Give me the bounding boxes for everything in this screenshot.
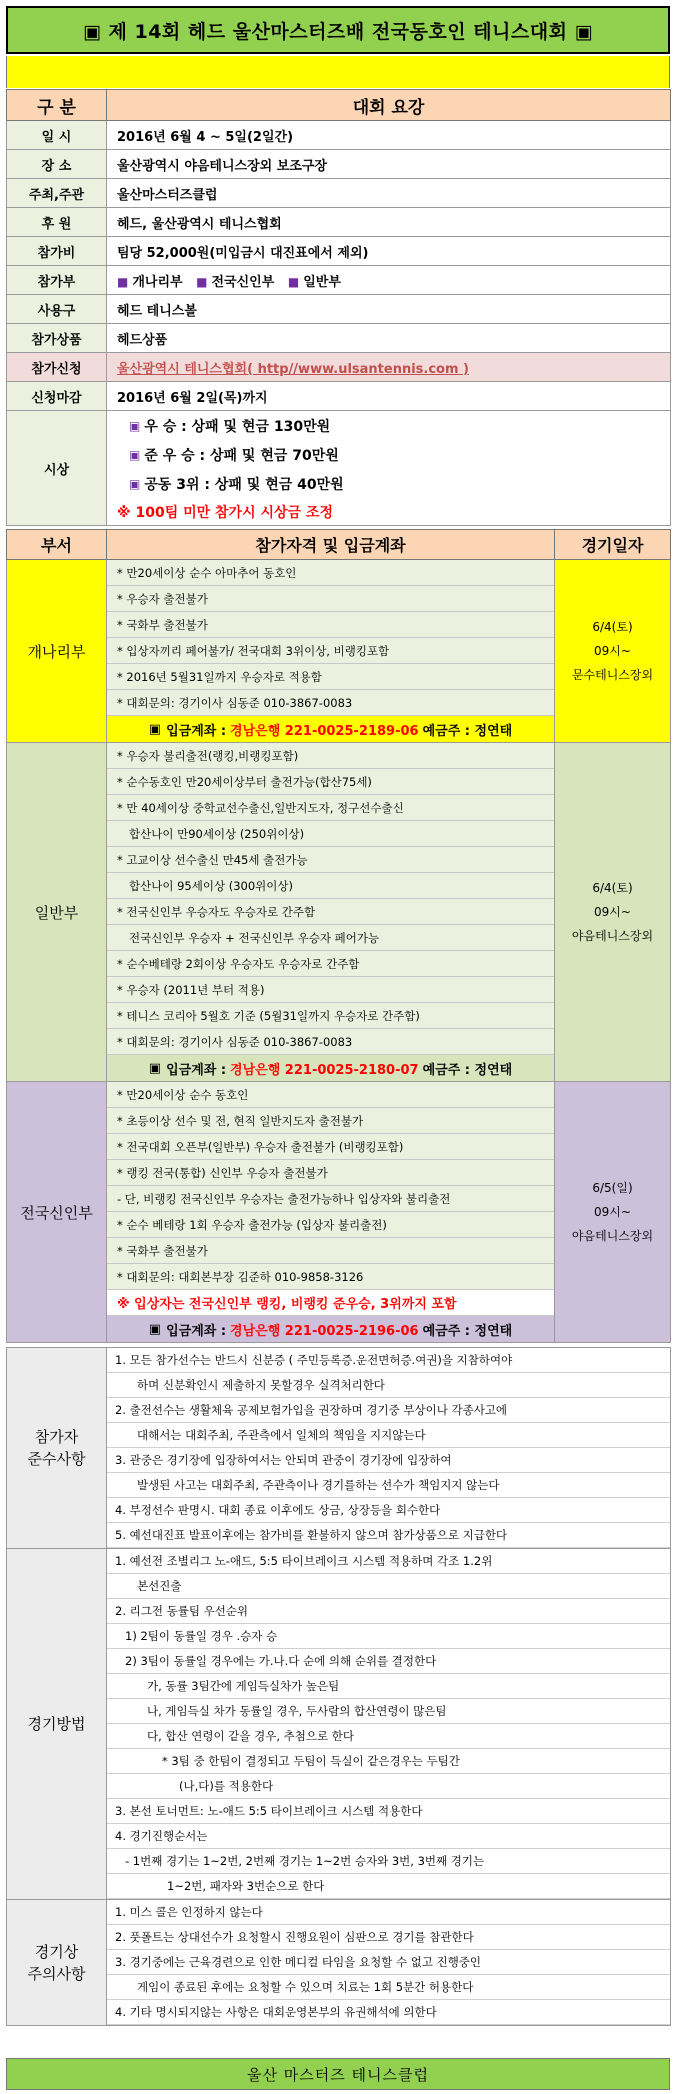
list-item: 합산나이 만90세이상 (250위이상) [107, 821, 554, 847]
square-bullet-icon: ▣ [129, 448, 141, 462]
rule-line: 1. 예선전 조별리그 노-애드, 5:5 타이브레이크 시스템 적용하며 각조 1.2위 [107, 1549, 670, 1574]
rule-line: 나, 게임득실 차가 동률일 경우, 두사람의 합산연령이 많은팀 [107, 1699, 670, 1724]
list-item: * 국화부 출전불가 [107, 612, 554, 638]
divisions-table [6, 529, 671, 1343]
row-ball [7, 295, 671, 324]
rule-line: 2. 풋폴트는 상대선수가 요청할시 진행요원이 심판으로 경기를 참관한다 [107, 1925, 670, 1950]
row-value: 울산광역시 야음테니스장외 보조구장 [107, 150, 671, 179]
list-item: * 우승자 출전불가 [107, 586, 554, 612]
overview-header-label: 구 분 [7, 90, 107, 121]
division-item: 개나리부 [132, 274, 183, 290]
header-date: 경기일자 [555, 530, 671, 560]
division-name: 일반부 [7, 743, 107, 1082]
schedule-time: 09시~ [594, 644, 631, 658]
row-value: 헤드, 울산광역시 테니스협회 [107, 208, 671, 237]
overview-table [6, 89, 671, 526]
list-item: * 테니스 코리아 5월호 기준 (5월31일까지 우승자로 간주함) [107, 1003, 554, 1029]
list-item: * 만 40세이상 중학교선수출신,일반지도자, 정구선수출신 [107, 795, 554, 821]
row-value: 헤드상품 [107, 324, 671, 353]
account-number: 경남은행 221-0025-2180-07 [230, 1062, 419, 1078]
rule-line: 3. 관중은 경기장에 입장하여서는 안되며 관중이 경기장에 입장하여 [107, 1448, 670, 1473]
row-prizes [7, 411, 671, 526]
prize-text: 우 승 : 상패 및 현금 130만원 [144, 419, 331, 435]
header-quals: 참가자격 및 입금계좌 [107, 530, 555, 560]
rule-line: 4. 기타 명시되지않는 사항은 대회운영본부의 유권해석에 의한다 [107, 2000, 670, 2025]
division-item: 전국신인부 [211, 274, 275, 290]
division-list [107, 266, 671, 295]
rule-line: 대해서는 대회주최, 주관측에서 일체의 책임을 지지않는다 [107, 1423, 670, 1448]
list-item: * 순수베테랑 2회이상 우승자도 우승자로 간주함 [107, 951, 554, 977]
list-item: * 전국신인부 우승자도 우승자로 간주함 [107, 899, 554, 925]
rule-line: 1) 2팀이 동률일 경우 .승자 승 [107, 1624, 670, 1649]
row-label: 주최,주관 [7, 179, 107, 208]
rule-line: 1~2번, 패자와 3번순으로 한다 [107, 1874, 670, 1899]
list-item: * 만20세이상 순수 아마추어 동호인 [107, 560, 554, 586]
list-item: * 우승자 (2011년 부터 적용) [107, 977, 554, 1003]
square-bullet-icon: ■ [117, 274, 129, 289]
list-item: - 단, 비랭킹 전국신인부 우승자는 출전가능하나 입상자와 불리출전 [107, 1186, 554, 1212]
division-schedule [555, 1082, 671, 1343]
row-label: 참가비 [7, 237, 107, 266]
account-holder: 예금주 : 정연태 [422, 1062, 513, 1078]
list-item: * 대회문의: 대회본부장 김준하 010-9858-3126 [107, 1264, 554, 1290]
square-bullet-icon: ▣ [148, 1321, 162, 1337]
division-gaenari [7, 560, 671, 743]
winner-note: ※ 입상자는 전국신인부 랭킹, 비랭킹 준우승, 3위까지 포함 [107, 1290, 554, 1316]
row-value: 헤드 테니스볼 [107, 295, 671, 324]
list-item: * 2016년 5월31일까지 우승자로 적용함 [107, 664, 554, 690]
rule-line: * 3팀 중 한팀이 결정되고 두팀이 득실이 같은경우는 두팀간 [107, 1749, 670, 1774]
prize-note: ※ 100팀 미만 참가시 시상금 조정 [117, 504, 333, 521]
division-name: 전국신인부 [7, 1082, 107, 1343]
list-item: 전국신인부 우승자 + 전국신인부 우승자 페어가능 [107, 925, 554, 951]
rule-line: 하며 신분확인시 제출하지 못할경우 실격처리한다 [107, 1373, 670, 1398]
list-item: * 순수 베테랑 1회 우승자 출전가능 (입상자 불리출전) [107, 1212, 554, 1238]
section-lines [107, 1549, 671, 1900]
rule-line: 2) 3팀이 동률일 경우에는 가.나.다 순에 의해 순위를 결정한다 [107, 1649, 670, 1674]
rule-line: 1. 미스 콜은 인정하지 않는다 [107, 1900, 670, 1925]
schedule-date: 6/5(일) [592, 1181, 633, 1195]
rules-table [6, 1347, 671, 2026]
list-item: * 전국대회 오픈부(일반부) 우승자 출전불가 (비랭킹포함) [107, 1134, 554, 1160]
schedule-venue: 문수테니스장외 [571, 668, 654, 682]
account-prefix: 입금계좌 : [166, 723, 227, 739]
row-label: 장 소 [7, 150, 107, 179]
overview-header [7, 90, 671, 121]
row-organizer [7, 179, 671, 208]
list-item: * 순수동호인 만20세이상부터 출전가능(합산75세) [107, 769, 554, 795]
section-title-text: 경기상 주의사항 [27, 1942, 86, 1983]
division-items [107, 743, 555, 1082]
square-bullet-icon: ■ [287, 274, 300, 289]
footer-club-name: 울산 마스터즈 테니스클럽 [6, 2058, 670, 2090]
overview-header-value: 대회 요강 [107, 90, 671, 121]
account-line [107, 1055, 554, 1081]
account-line [107, 1316, 554, 1342]
schedule-venue: 야음테니스장외 [571, 929, 654, 943]
rule-line: 게임이 종료된 후에는 요청할 수 있으며 치료는 1회 5분간 허용한다 [107, 1975, 670, 2000]
prize-line [107, 412, 670, 441]
list-item: * 대회문의: 경기이사 심동준 010-3867-0083 [107, 690, 554, 716]
account-number: 경남은행 221-0025-2189-06 [230, 723, 419, 739]
apply-link[interactable]: 울산광역시 테니스협회( http//www.ulsantennis.com ) [117, 361, 469, 377]
caution-section [7, 1900, 671, 2026]
schedule-date: 6/4(토) [592, 881, 633, 895]
row-sponsor [7, 208, 671, 237]
section-title-text: 참가자 준수사항 [27, 1428, 86, 1468]
list-item: * 국화부 출전불가 [107, 1238, 554, 1264]
list-item: * 만20세이상 순수 동호인 [107, 1082, 554, 1108]
list-item: * 초등이상 선수 및 전, 현직 일반지도자 출전불가 [107, 1108, 554, 1134]
list-item: 합산나이 95세이상 (300위이상) [107, 873, 554, 899]
row-value: 팀당 52,000원(미입금시 대진표에서 제외) [107, 237, 671, 266]
schedule-time: 09시~ [594, 905, 631, 919]
list-item: * 고교이상 선수출신 만45세 출전가능 [107, 847, 554, 873]
compliance-section [7, 1348, 671, 1549]
poster-title: ▣ 제 14회 헤드 울산마스터즈배 전국동호인 테니스대회 ▣ [6, 6, 670, 54]
prize-cell [107, 411, 671, 526]
rule-line: 2. 출전선수는 생활체육 공제보험가입을 권장하며 경기중 부상이나 각종사고에 [107, 1398, 670, 1423]
section-title: 경기방법 [7, 1549, 107, 1900]
rule-line: - 1번째 경기는 1~2번, 2번째 경기는 1~2번 승자와 3번, 3번째 경기는 [107, 1849, 670, 1874]
row-gift [7, 324, 671, 353]
list-item: * 랭킹 전국(통합) 신인부 우승자 출전불가 [107, 1160, 554, 1186]
row-label: 후 원 [7, 208, 107, 237]
square-bullet-icon: ▣ [129, 419, 141, 433]
section-title [7, 1348, 107, 1549]
division-items [107, 1082, 555, 1343]
rule-line: 5. 예선대진표 발표이후에는 참가비를 환불하지 않으며 참가상품으로 지급한다 [107, 1523, 670, 1548]
row-value: 2016년 6월 4 ~ 5일(2일간) [107, 121, 671, 150]
schedule-date: 6/4(토) [592, 620, 633, 634]
square-bullet-icon: ▣ [129, 477, 141, 491]
rule-line: 1. 모든 참가선수는 반드시 신분증 ( 주민등록증.운전면허증.여권)을 지참하여야 [107, 1348, 670, 1373]
row-label: 참가신청 [7, 353, 107, 382]
rule-line: 본선진출 [107, 1574, 670, 1599]
division-schedule [555, 743, 671, 1082]
divisions-header [7, 530, 671, 560]
row-apply [7, 353, 671, 382]
row-label: 신청마감 [7, 382, 107, 411]
prize-line [107, 470, 670, 499]
rule-line: 가, 동률 3팀간에 게임득실차가 높은팀 [107, 1674, 670, 1699]
division-schedule [555, 560, 671, 743]
rule-line: 2. 리그전 동률팀 우선순위 [107, 1599, 670, 1624]
division-item: 일반부 [303, 274, 341, 290]
row-label: 일 시 [7, 121, 107, 150]
section-lines [107, 1348, 671, 1549]
square-bullet-icon: ▣ [148, 721, 162, 737]
row-divisions [7, 266, 671, 295]
section-lines [107, 1900, 671, 2026]
header-dept: 부서 [7, 530, 107, 560]
row-value: 2016년 6월 2일(목)까지 [107, 382, 671, 411]
account-holder: 예금주 : 정연태 [422, 723, 513, 739]
row-fee [7, 237, 671, 266]
account-prefix: 입금계좌 : [166, 1062, 227, 1078]
rule-line: 3. 경기중에는 근육경련으로 인한 메디컬 타임을 요청할 수 없고 진행중인 [107, 1950, 670, 1975]
square-bullet-icon: ▣ [148, 1060, 162, 1076]
square-bullet-icon: ■ [196, 274, 208, 289]
row-deadline [7, 382, 671, 411]
row-label: 사용구 [7, 295, 107, 324]
list-item: * 입상자끼리 페어불가/ 전국대회 3위이상, 비랭킹포함 [107, 638, 554, 664]
division-rookie [7, 1082, 671, 1343]
division-items [107, 560, 555, 743]
division-general [7, 743, 671, 1082]
account-holder: 예금주 : 정연태 [422, 1323, 513, 1339]
row-label: 참가상품 [7, 324, 107, 353]
rule-line: 3. 본선 토너먼트: 노-애드 5:5 타이브레이크 시스템 적용한다 [107, 1799, 670, 1824]
rule-line: 4. 경기진행순서는 [107, 1824, 670, 1849]
account-prefix: 입금계좌 : [166, 1323, 227, 1339]
row-value: 울산마스터즈클럽 [107, 179, 671, 208]
prize-text: 준 우 승 : 상패 및 현금 70만원 [144, 448, 339, 464]
title-strip [6, 56, 670, 88]
rule-line: (나,다)를 적용한다 [107, 1774, 670, 1799]
schedule-time: 09시~ [594, 1205, 631, 1219]
section-title [7, 1900, 107, 2026]
account-number: 경남은행 221-0025-2196-06 [230, 1323, 419, 1339]
apply-cell [107, 353, 671, 382]
row-label: 참가부 [7, 266, 107, 295]
account-line [107, 716, 554, 742]
prize-text: 공동 3위 : 상패 및 현금 40만원 [144, 477, 344, 493]
list-item: * 대회문의: 경기이사 심동준 010-3867-0083 [107, 1029, 554, 1055]
rule-line: 발생된 사고는 대회주최, 주관측이나 경기를하는 선수가 책임지지 않는다 [107, 1473, 670, 1498]
list-item: * 우승자 불리출전(랭킹,비랭킹포함) [107, 743, 554, 769]
row-venue [7, 150, 671, 179]
row-label: 시상 [7, 411, 107, 526]
division-name: 개나리부 [7, 560, 107, 743]
rule-line: 4. 부정선수 판명시. 대회 종료 이후에도 상금, 상장등을 회수한다 [107, 1498, 670, 1523]
method-section [7, 1549, 671, 1900]
row-date [7, 121, 671, 150]
schedule-venue: 야음테니스장외 [571, 1229, 654, 1243]
prize-line [107, 441, 670, 470]
rule-line: 다, 합산 연령이 같을 경우, 추첨으로 한다 [107, 1724, 670, 1749]
